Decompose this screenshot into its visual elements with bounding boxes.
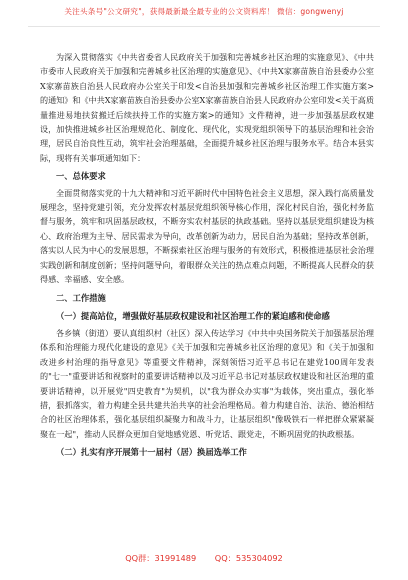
promo-banner: 关注头条号"公文研究"，获得最新最全最专业的公文资料库！ 微信：gongwenyj [64,7,344,16]
subsection-heading-1: （一）提高站位，增强做好基层政权建设和社区治理工作的紧迫感和使命感 [56,310,330,321]
header-divider [28,26,380,27]
subsection-1-paragraph: 各乡镇（街道）要认真组织村（社区）深入传达学习《中共中央国务院关于加强基层治理体系和治理能力现代化建设的意见》《关于加强和完善城乡社区治理的意见》和《关于加强和改进乡村治理的指导意见》等重要文件精神，深刻领悟习近平总书记在建党100周年发表的"七一"重要讲话和视察时的重要讲话精神以及习近平总书记对基层政权建设和社区治理的重要讲话精神，以开展党"四史教育"为契机，以"我为群众办实事"为载体，突出重点，强化举措，狠抓落实，着力构建全县共建共治共享的社会治理格局。着力构建自治、法治、德治相结合的社区治理体系，强化基层组织凝聚力和战斗力，让基层组织"像吸铁石一样把群众紧紧凝聚在一起"，推动人民群众更加自觉地感党恩、听党话、跟党走，不断巩固党的执政根基。 [40,327,374,439]
document-body [40,50,374,462]
intro-paragraph: 为深入贯彻落实《中共省委省人民政府关于加强和完善城乡社区治理的实施意见》、《中共市委市人民政府关于加强和完善城乡社区治理的实施意见》、《中共X家寨苗族自治县委办公室X家寨苗族自治县人民政府办公室关于印发<自治县加强和完善城乡社区治理工作实施方案>的通知》和《中共X家寨苗族自治县委办公室X家寨苗族自治县人民政府办公室印发<关于高质量推进易地扶贫搬迁后续扶持工作的实施方案>的通知》文件精神，进一步加强基层政权建设，加快推进城乡社区治理规范化、制度化、现代化，实现党组织领导下的基层治理和社会治理，居民自治良性互动，筑牢社会治理基础，全面提升城乡社区治理与服务水平。结合本县实际，现将有关事项通知如下： [40,52,374,163]
qq-group-1: QQ群：31991489 [125,553,197,563]
section-heading-measures: 二、工作措施 [56,292,106,303]
qq-group-2: QQ：535304092 [214,553,283,563]
general-paragraph: 全面贯彻落实党的十九大精神和习近平新时代中国特色社会主义思想，深入践行高质量发展理念，坚持党建引领，充分发挥农村基层党组织领导核心作用，深化村民自治，强化村务监督与服务，筑牢和巩固基层政权，不断夯实农村基层的执政基础。坚持以基层党组织建设为核心、政府治理为主导、居民需求为导向，改革创新为动力，居民自治为基础；坚持改革创新，落实以人民为中心的发展思想，不断探索社区治理与服务的有效形式，积极推进基层社会治理实践创新和制度创新；坚持问题导向，着眼群众关注的热点难点问题，不断提高人民群众的获得感、幸福感、安全感。 [40,187,374,285]
section-heading-general: 一、总体要求 [56,171,106,182]
contact-footer [0,553,408,564]
subsection-heading-2: （二）扎实有序开展第十一届村（居）换届选举工作 [56,447,247,458]
